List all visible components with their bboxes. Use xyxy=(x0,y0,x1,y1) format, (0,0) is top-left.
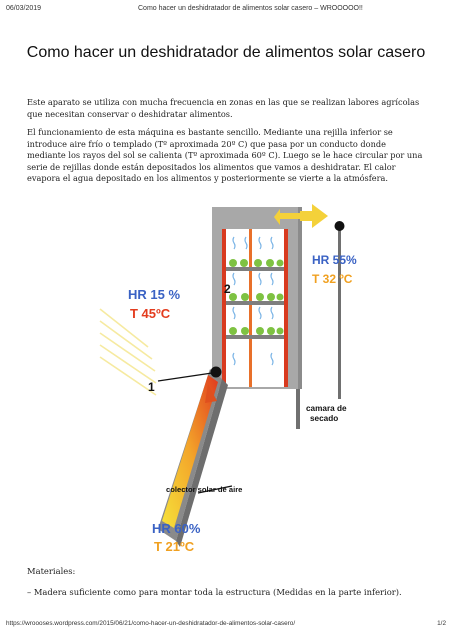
solar-dehydrator-diagram xyxy=(100,189,357,556)
hr-mid-label: HR 15 % xyxy=(128,287,181,302)
support-leg xyxy=(296,389,300,429)
print-page-title: Como hacer un deshidratador de alimentos solar casero – WROOOOO!! xyxy=(138,5,363,12)
camara-label-line2: secado xyxy=(310,414,339,423)
collector-label: colector solar de aire xyxy=(166,485,243,494)
t-top-label: T 32 ºC xyxy=(312,272,353,286)
materials-heading: Materiales: xyxy=(27,566,76,576)
hr-top-label: HR 55% xyxy=(312,253,357,267)
hr-bottom-label: HR 60% xyxy=(152,521,201,536)
t-bottom-label: T 21ºC xyxy=(154,539,195,554)
camara-label-line1: camara de xyxy=(306,404,347,413)
function-paragraph: El funcionamiento de esta máquina es bastante sencillo. Mediante una rejilla inferior se introduce aire frío o templado (Tº aproximada 20º C) que pasa por un conducto donde mediante los rayos del sol se calienta (Tº aproximada 60º C). Luego se le hace circular por una serie de rejillas donde están depositados los alimentos que vamos a deshidratar. El calor evapora el agua depositado en los alimentos y posteriormente se vierte a la atmósfera. xyxy=(27,127,423,184)
article-title: Como hacer un deshidratador de alimentos solar casero xyxy=(26,44,426,61)
intro-paragraph: Este aparato se utiliza con mucha frecuencia en zonas en las que se realizan labores agrícolas que necesitan conservar o deshidratar alimentos. xyxy=(27,97,420,119)
joint-dot-icon xyxy=(211,367,222,378)
label-one: 1 xyxy=(148,380,155,394)
top-dot-icon xyxy=(335,221,345,231)
footer-url: https://wroooses.wordpress.com/2015/06/21/como-hacer-un-deshidratador-de-alimentos-solar-casero/ xyxy=(6,620,296,627)
t-mid-label: T 45ºC xyxy=(130,306,171,321)
label-two: 2 xyxy=(224,282,231,296)
print-date: 06/03/2019 xyxy=(6,5,42,12)
materials-item: – Madera suficiente como para montar toda la estructura (Medidas en la parte inferior). xyxy=(27,587,402,597)
page-footer xyxy=(6,620,446,630)
page-header xyxy=(6,5,446,17)
page-number: 1/2 xyxy=(437,620,446,627)
